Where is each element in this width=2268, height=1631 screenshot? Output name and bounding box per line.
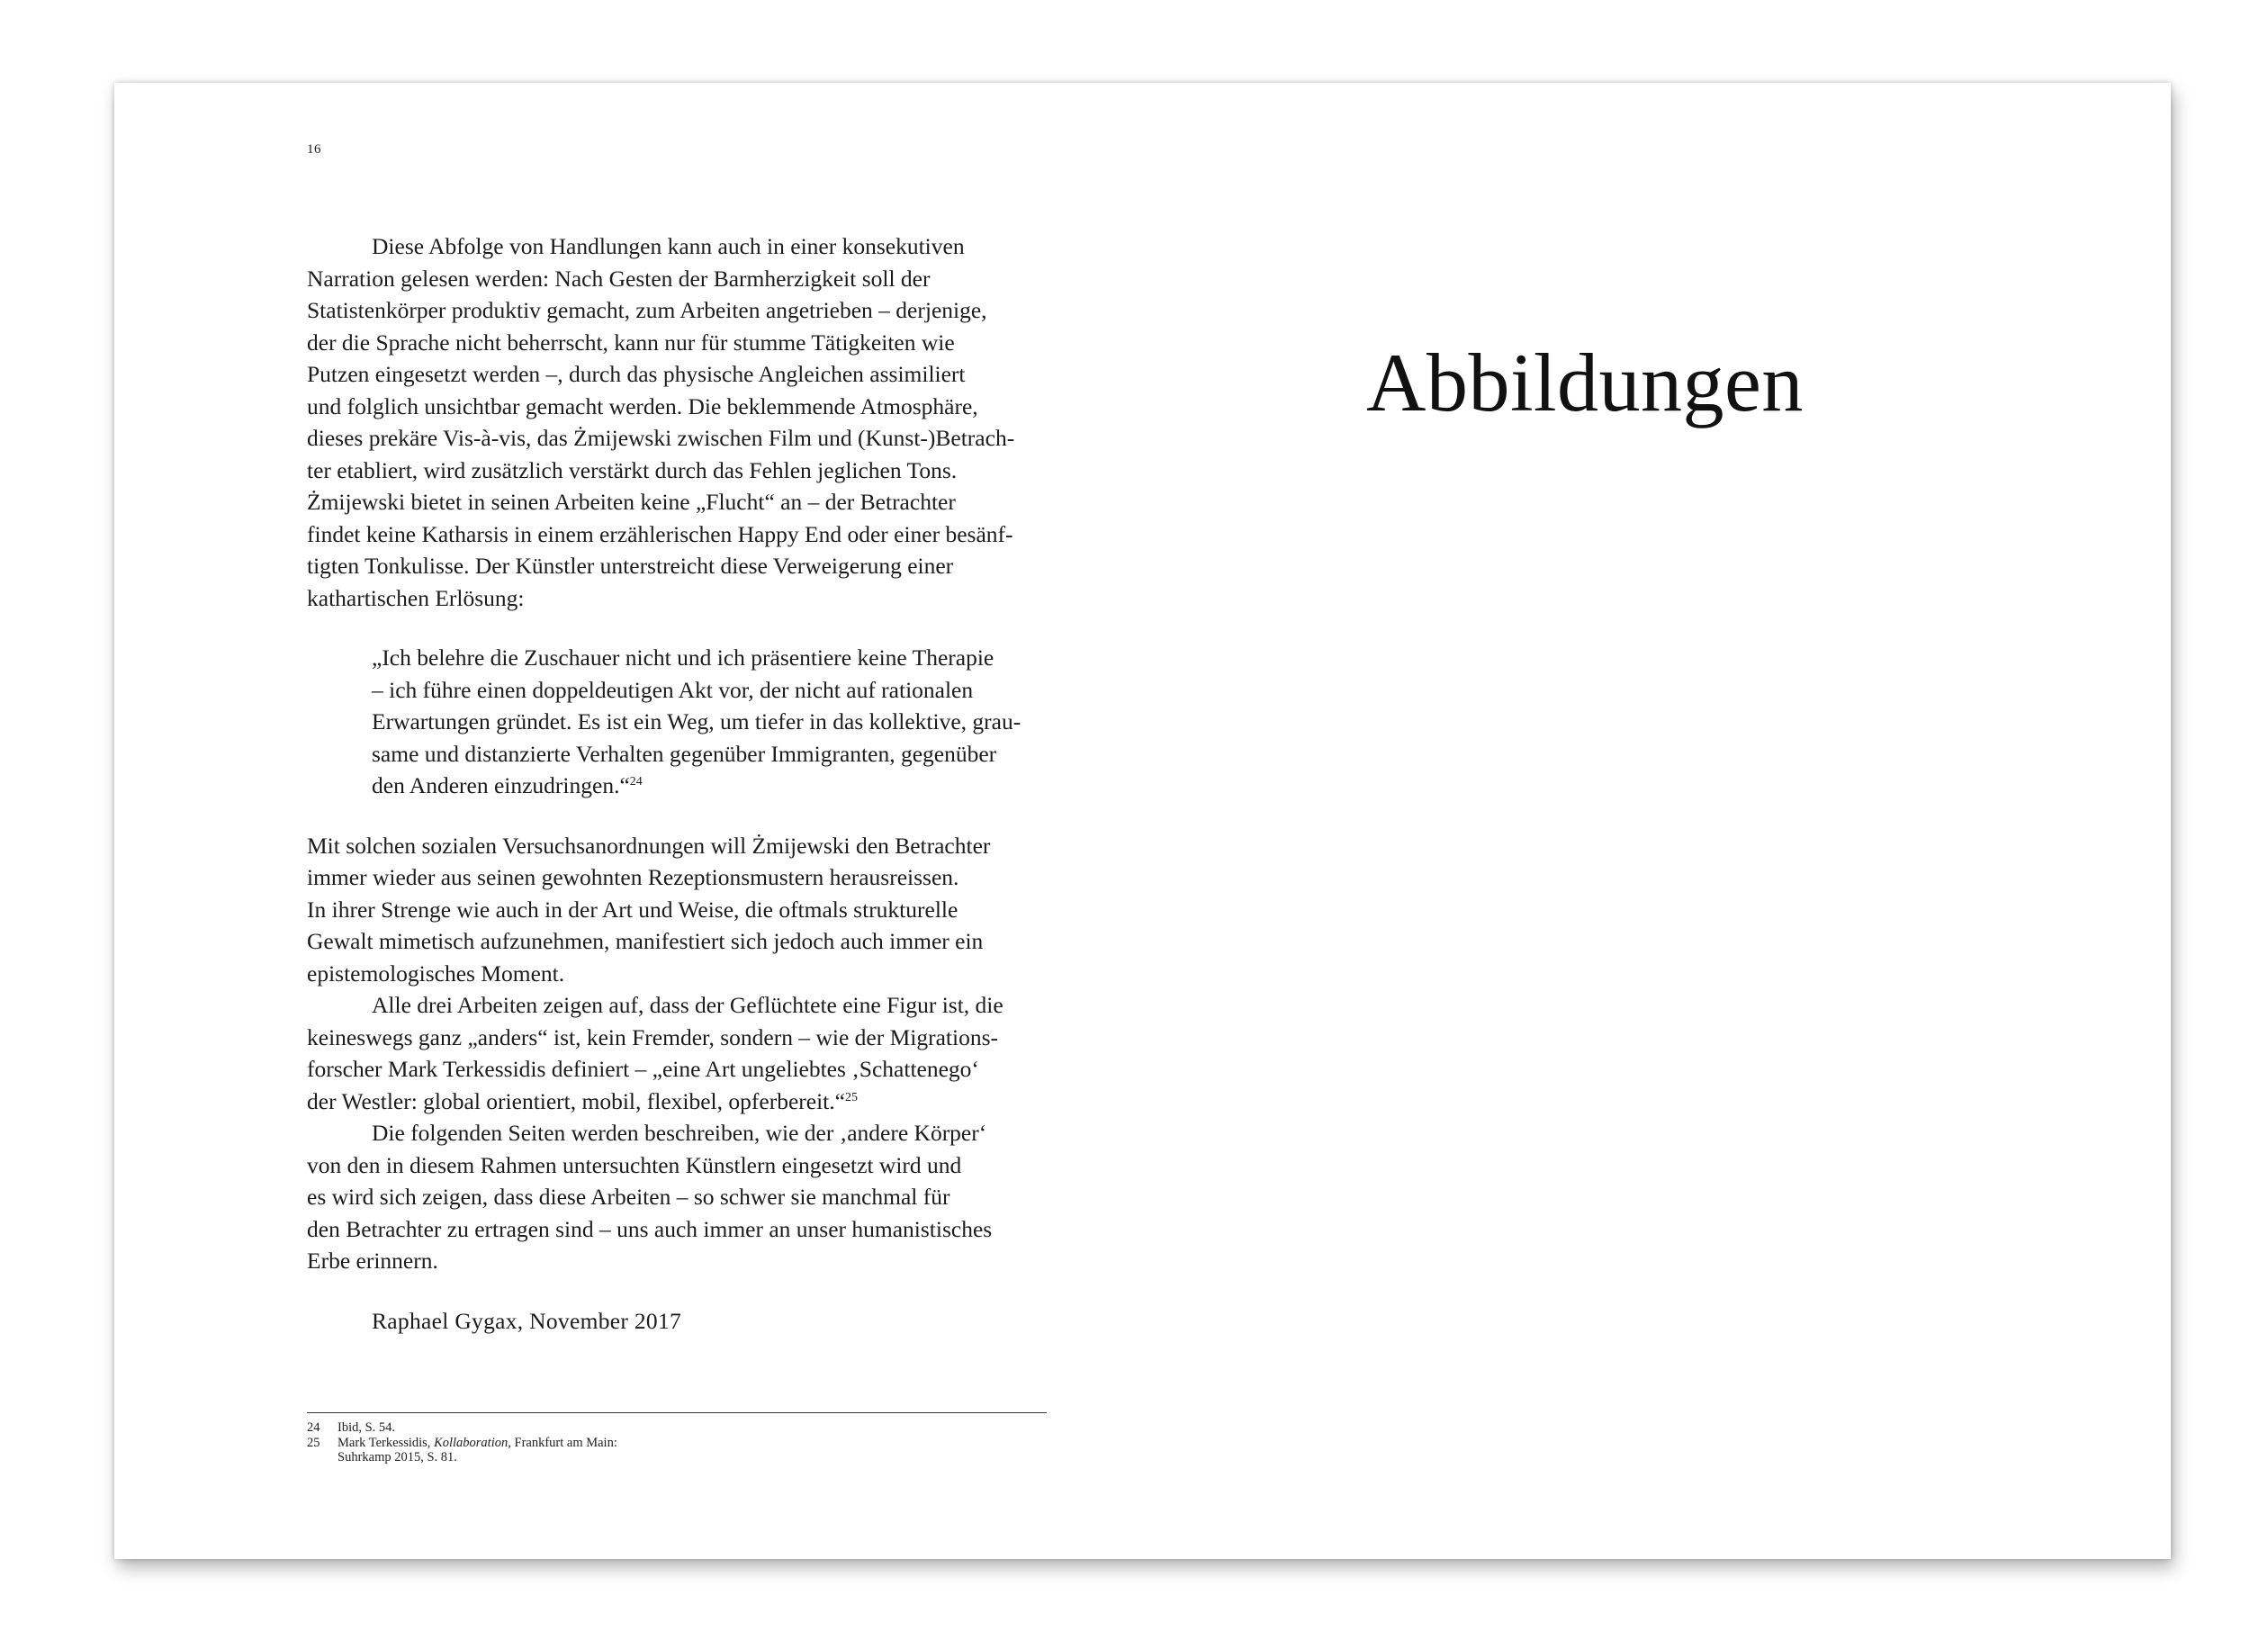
text-line: es wird sich zeigen, dass diese Arbeiten – so schwer sie manchmal für — [307, 1184, 950, 1210]
footnote-24 — [307, 1420, 1047, 1436]
spacer — [307, 802, 1047, 830]
footnote-number — [307, 1450, 338, 1465]
footnote-text — [338, 1420, 395, 1436]
paragraph-3 — [307, 989, 1047, 1117]
text-line: forscher Mark Terkessidis definiert – „eine Art ungeliebtes ‚Schattenego‘ — [307, 1056, 979, 1082]
text-line: der die Sprache nicht beherrscht, kann nur für stumme Tätigkeiten wie — [307, 329, 955, 356]
footnote-25-continued — [307, 1450, 1047, 1465]
footnote-text-part: Ibid, S. 54. — [338, 1420, 396, 1435]
footnote-text-part: , Frankfurt am Main: — [508, 1435, 617, 1450]
footnote-text — [338, 1450, 457, 1465]
text-line: immer wieder aus seinen gewohnten Rezeptionsmustern herausreissen. — [307, 864, 959, 890]
quote-line: same und distanzierte Verhalten gegenüber Immigranten, gegenüber — [372, 740, 997, 767]
text-line: tigten Tonkulisse. Der Künstler unterstreicht diese Verweigerung einer — [307, 553, 954, 579]
text-line — [307, 1086, 1047, 1118]
text-line: von den in diesem Rahmen untersuchten Künstlern eingesetzt wird und — [307, 1151, 962, 1178]
text-line: kathartischen Erlösung: — [307, 584, 525, 611]
text-line: Mit solchen sozialen Versuchsanordnungen will Żmijewski den Betrachter — [307, 832, 991, 859]
footnote-reference: 24 — [629, 775, 643, 788]
text-line: Diese Abfolge von Handlungen kann auch in einer konsekutiven — [372, 233, 965, 259]
text-line: dieses prekäre Vis-à-vis, das Żmijewski zwischen Film und (Kunst-)Betrach- — [307, 425, 1015, 451]
quote-line: Erwartungen gründet. Es ist ein Weg, um tiefer in das kollektive, grau- — [372, 708, 1022, 734]
text-line: Erbe erinnern. — [307, 1248, 438, 1274]
block-quote — [307, 642, 1047, 802]
quote-last-line: den Anderen einzudringen.“ — [372, 772, 630, 798]
text-line: Żmijewski bietet in seinen Arbeiten keine „Flucht“ an – der Betrachter — [307, 489, 956, 515]
quote-line: – ich führe einen doppeldeutigen Akt vor, der nicht auf rationalen — [372, 676, 974, 703]
text-line: keineswegs ganz „anders“ ist, kein Fremder, sondern – wie der Migrations- — [307, 1023, 999, 1050]
spacer — [307, 1277, 1047, 1305]
text-line: Alle drei Arbeiten zeigen auf, dass der Geflüchtete eine Figur ist, die — [372, 992, 1004, 1018]
text-line: Gewalt mimetisch aufzunehmen, manifestiert sich jedoch auch immer ein — [307, 928, 984, 954]
footnote-text-part: Suhrkamp 2015, S. 81. — [338, 1450, 457, 1464]
text-line: Narration gelesen werden: Nach Gesten der Barmherzigkeit soll der — [307, 265, 931, 292]
section-title: Abbildungen — [1366, 337, 1804, 428]
text-line: In ihrer Strenge wie auch in der Art und Weise, die oftmals strukturelle — [307, 896, 958, 923]
spacer — [307, 614, 1047, 642]
paragraph-4 — [307, 1117, 1047, 1277]
paragraph-1 — [307, 230, 1047, 614]
paragraph-3-last-line: der Westler: global orientiert, mobil, flexibel, opferbereit.“ — [307, 1087, 845, 1114]
body-text — [307, 230, 1047, 1337]
text-line: ter etabliert, wird zusätzlich verstärkt durch das Fehlen jeglichen Tons. — [307, 456, 958, 483]
footnote-25 — [307, 1436, 1047, 1451]
paragraph-2 — [307, 830, 1047, 990]
text-line: und folglich unsichtbar gemacht werden. Die beklemmende Atmosphäre, — [307, 392, 978, 419]
text-line: epistemologisches Moment. — [307, 960, 565, 987]
text-line: Putzen eingesetzt werden –, durch das physische Angleichen assimiliert — [307, 361, 966, 387]
signature: Raphael Gygax, November 2017 — [372, 1307, 682, 1334]
footnote-number: 24 — [307, 1420, 320, 1435]
text-line: Die folgenden Seiten werden beschreiben, wie der ‚andere Körper‘ — [372, 1120, 987, 1146]
quote-line: „Ich belehre die Zuschauer nicht und ich präsentiere keine Therapie — [372, 644, 994, 671]
footnote-text-part: Mark Terkessidis, — [338, 1435, 435, 1450]
footnote-book-title: Kollaboration — [434, 1435, 508, 1450]
text-line: Statistenkörper produktiv gemacht, zum Arbeiten angetrieben – derjenige, — [307, 297, 987, 323]
footnote-number: 25 — [307, 1435, 320, 1450]
footnotes — [307, 1420, 1047, 1465]
footnote-text — [338, 1436, 617, 1451]
page-number: 16 — [307, 142, 321, 157]
text-line: findet keine Katharsis in einem erzählerischen Happy End oder einer besänf- — [307, 520, 1013, 547]
footnote-reference: 25 — [844, 1090, 858, 1104]
footnote-divider — [307, 1412, 1047, 1413]
quote-line — [372, 770, 1047, 802]
text-line: den Betrachter zu ertragen sind – uns auch immer an unser humanistisches — [307, 1215, 993, 1242]
